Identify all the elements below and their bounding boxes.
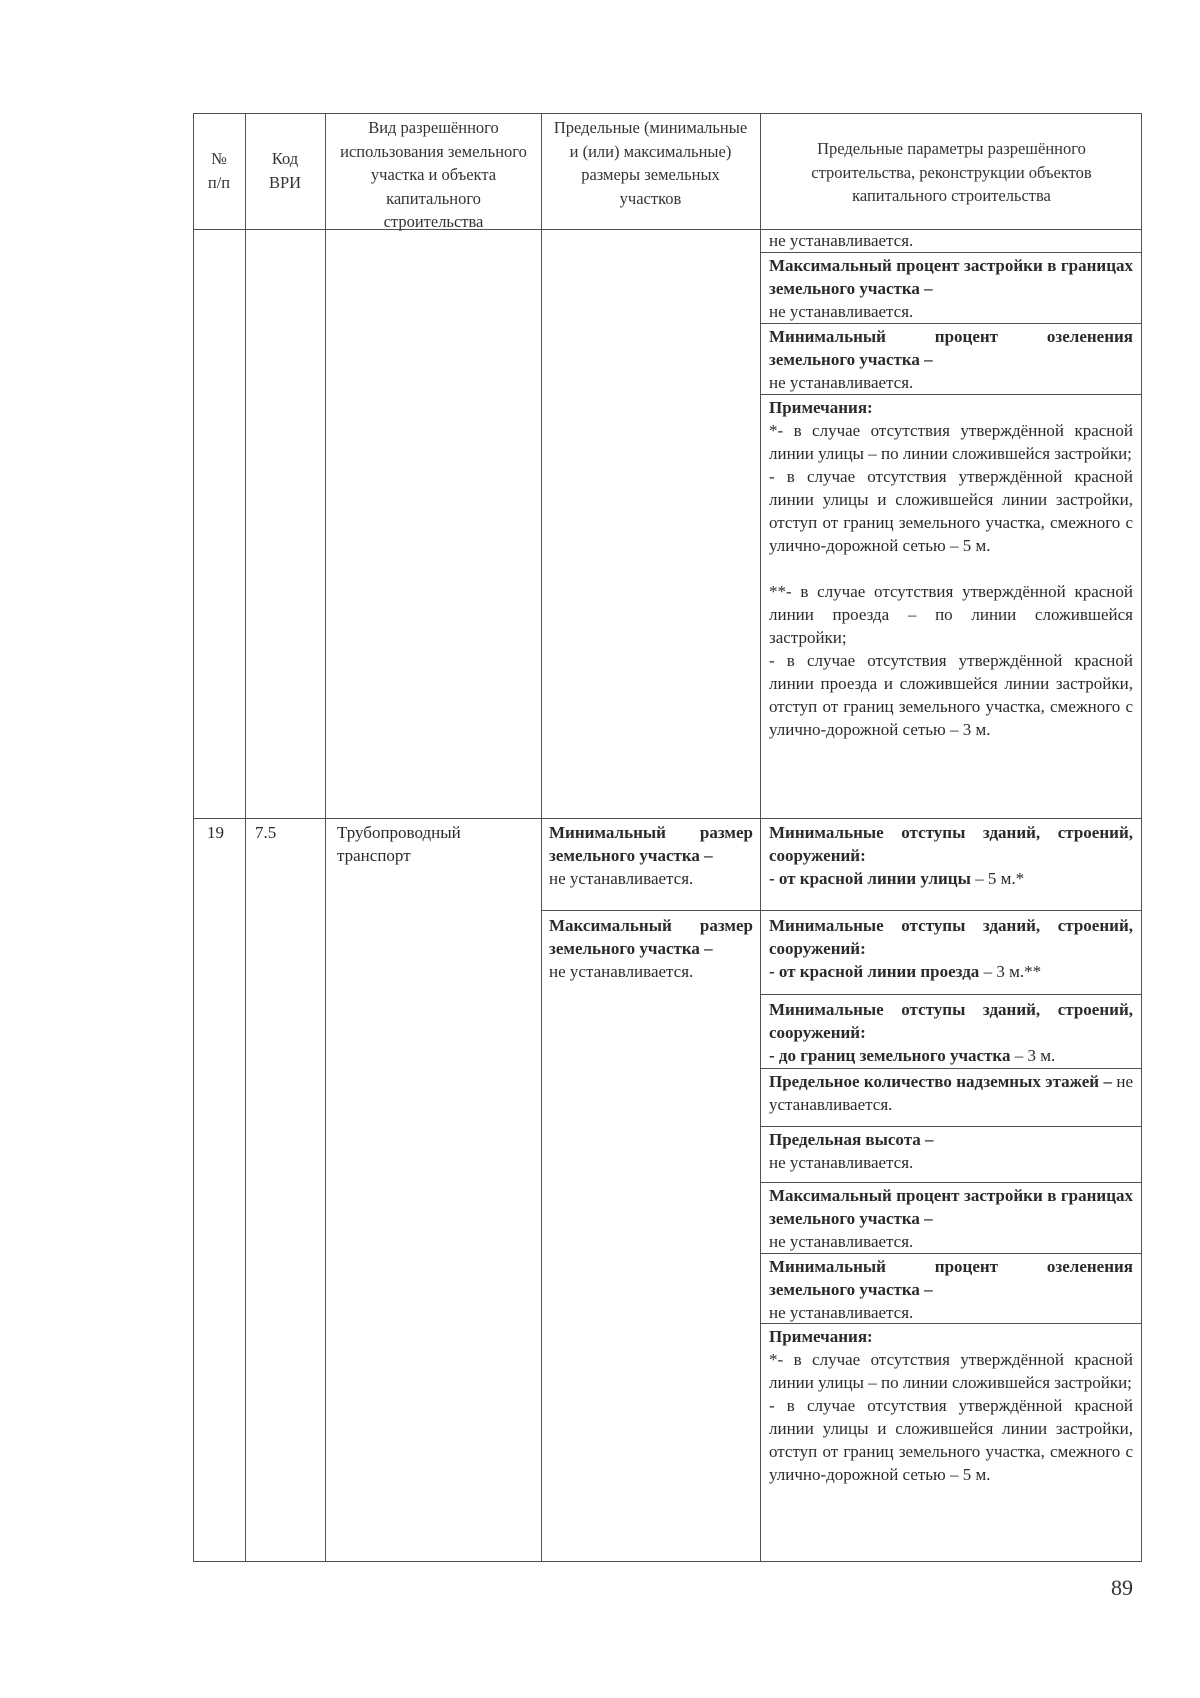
- row19-setback-drive-label: Минимальные отступы зданий, строений, сооружений:: [769, 916, 1133, 958]
- header-params: Предельные параметры разрешённого строительства, реконструкции объектов капитального строительства: [811, 139, 1092, 205]
- cont-green-percent-value: не устанавливается.: [769, 373, 914, 392]
- table-border-left: [193, 113, 194, 1562]
- cont-divider-3: [760, 394, 1142, 395]
- row19-setback-drive-value: – 3 м.**: [979, 962, 1042, 981]
- row19-setback-street-label: Минимальные отступы зданий, строений, сооружений:: [769, 823, 1133, 865]
- cont-note-drive-2: - в случае отсутствия утверждённой красной линии проезда и сложившейся линии застройки, отступ от границ земельного участка, смежного с улично-дорожной сетью – 3 м.: [769, 651, 1133, 739]
- cont-green-percent-label: Минимальный процент озеленения земельного участка –: [769, 327, 1133, 369]
- regulations-table: [193, 113, 1142, 1562]
- row19-max-size: [549, 914, 753, 983]
- row19-notes: [769, 1325, 1133, 1486]
- row19-note-street-2: - в случае отсутствия утверждённой красной линии улицы и сложившейся линии застройки, отступ от границ земельного участка, смежного с улично-дорожной сетью – 5 м.: [769, 1396, 1133, 1484]
- cont-note-drive-1: **- в случае отсутствия утверждённой красной линии проезда – по линии сложившейся застройки;: [769, 582, 1133, 647]
- cont-top-tail: не устанавливается.: [769, 231, 914, 250]
- cont-divider-2: [760, 323, 1142, 324]
- row19-param-divider-5: [760, 1182, 1142, 1183]
- row19-height-label: Предельная высота –: [769, 1130, 934, 1149]
- row19-notes-title: Примечания:: [769, 1327, 873, 1346]
- row19-min-size: [549, 821, 753, 890]
- table-border-right: [1141, 113, 1142, 1562]
- row19-floors-value: не устанавливается.: [769, 1072, 1133, 1114]
- cont-note-spacer: [769, 557, 1133, 580]
- row19-setback-border-target: - до границ земельного участка: [769, 1046, 1011, 1065]
- row19-green-percent-label: Минимальный процент озеленения земельного участка –: [769, 1257, 1133, 1299]
- cont-notes-title: Примечания:: [769, 398, 873, 417]
- row19-kind: Трубопроводный транспорт: [337, 823, 461, 865]
- cont-note-street-1: *- в случае отсутствия утверждённой красной линии улицы – по линии сложившейся застройки;: [769, 421, 1133, 463]
- row19-min-size-value: не устанавливается.: [549, 869, 694, 888]
- row19-floors: [769, 1070, 1133, 1116]
- row19-setback-border: [769, 998, 1133, 1067]
- row19-setback-border-label: Минимальные отступы зданий, строений, сооружений:: [769, 1000, 1133, 1042]
- row19-setback-drive: [769, 914, 1133, 983]
- row19-setback-street: [769, 821, 1133, 890]
- row19-max-size-value: не устанавливается.: [549, 962, 694, 981]
- row19-setback-border-value: – 3 м.: [1010, 1046, 1056, 1065]
- row19-floors-label: Предельное количество надземных этажей –: [769, 1072, 1112, 1091]
- col-divider-3: [541, 113, 542, 1562]
- header-num: № п/п: [207, 149, 231, 192]
- col-divider-2: [325, 113, 326, 1562]
- table-border-top: [193, 113, 1142, 114]
- cont-notes: [769, 396, 1133, 741]
- row19-param-divider-1: [760, 910, 1142, 911]
- row19-param-divider-2: [760, 994, 1142, 995]
- row19-param-divider-6: [760, 1253, 1142, 1254]
- row19-code: 7.5: [255, 823, 277, 842]
- row19-build-percent-label: Максимальный процент застройки в границах земельного участка –: [769, 1186, 1133, 1228]
- row19-height-value: не устанавливается.: [769, 1153, 914, 1172]
- cont-note-street-2: - в случае отсутствия утверждённой красной линии улицы и сложившейся линии застройки, отступ от границ земельного участка, смежного с улично-дорожной сетью – 5 м.: [769, 467, 1133, 555]
- cont-build-percent: [769, 254, 1133, 323]
- cont-green-percent: [769, 325, 1133, 394]
- row19-green-percent: [769, 1255, 1133, 1324]
- cont-divider-1: [760, 252, 1142, 253]
- row19-setback-street-value: – 5 м.*: [970, 869, 1025, 888]
- col-divider-1: [245, 113, 246, 1562]
- row19-note-street-1: *- в случае отсутствия утверждённой красной линии улицы – по линии сложившейся застройки;: [769, 1350, 1133, 1392]
- row19-height: [769, 1128, 1133, 1174]
- row19-green-percent-value: не устанавливается.: [769, 1303, 914, 1322]
- row19-max-size-label: Максимальный размер земельного участка –: [549, 916, 753, 958]
- cont-build-percent-label: Максимальный процент застройки в границах земельного участка –: [769, 256, 1133, 298]
- cont-build-percent-value: не устанавливается.: [769, 302, 914, 321]
- row19-min-size-label: Минимальный размер земельного участка –: [549, 823, 753, 865]
- page-number: 89: [1111, 1575, 1133, 1600]
- table-border-bottom: [193, 1561, 1142, 1562]
- header-sizes: Предельные (минимальные и (или) максимальные) размеры земельных участков: [553, 118, 748, 208]
- row19-setback-street-target: - от красной линии улицы: [769, 869, 971, 888]
- row19-param-divider-3: [760, 1068, 1142, 1069]
- row19-num: 19: [207, 823, 224, 842]
- row19-build-percent: [769, 1184, 1133, 1253]
- col-divider-4: [760, 113, 761, 1562]
- row19-size-divider: [541, 910, 760, 911]
- row19-setback-drive-target: - от красной линии проезда: [769, 962, 980, 981]
- row19-build-percent-value: не устанавливается.: [769, 1232, 914, 1251]
- header-code: Код ВРИ: [268, 149, 302, 192]
- header-kind: Вид разрешённого использования земельного участка и объекта капитального строительства: [340, 118, 527, 231]
- row19-param-divider-4: [760, 1126, 1142, 1127]
- row19-divider: [193, 818, 1142, 819]
